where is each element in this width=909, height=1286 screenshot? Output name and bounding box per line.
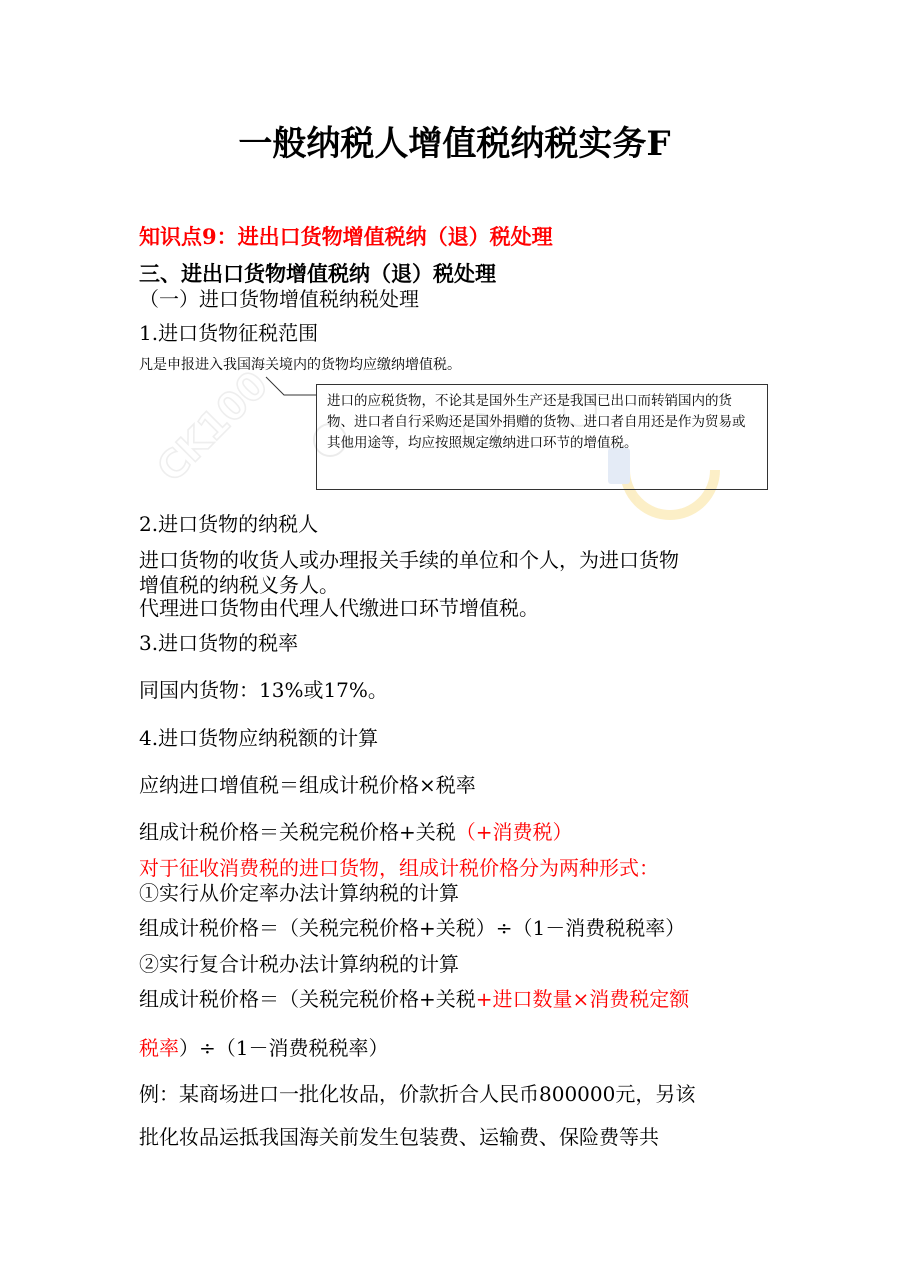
- page-title: 一般纳税人增值税纳税实务F: [238, 124, 671, 164]
- knowledge-point-heading: 知识点9：进出口货物增值税纳（退）税处理: [139, 224, 553, 249]
- example-line1: 例：某商场进口一批化妆品，价款折合人民币800000元，另该: [139, 1082, 696, 1106]
- item2-line3: 代理进口货物由代理人代缴进口环节增值税。: [139, 596, 539, 620]
- case2-line2-black: ）÷（1－消费税税率）: [179, 1036, 389, 1060]
- item1-note-box: 进口的应税货物，不论其是国外生产还是我国已出口而转销国内的货物、进口者自行采购还是国外捐赠的货物、进口者自用还是作为贸易或其他用途等，均应按照规定缴纳进口环节的增值税。: [316, 384, 768, 490]
- case2-formula-red: +进口数量×消费税定额: [475, 987, 690, 1011]
- subsection-heading: （一）进口货物增值税纳税处理: [139, 287, 419, 311]
- case2-formula-line1: [139, 986, 689, 1012]
- example-line2: 批化妆品运抵我国海关前发生包装费、运输费、保险费等共: [139, 1125, 659, 1149]
- item2-line2: 增值税的纳税义务人。: [139, 573, 339, 597]
- item1-intro-line: 凡是申报进入我国海关境内的货物均应缴纳增值税。: [139, 357, 461, 373]
- item3-rate-line: 同国内货物：13%或17%。: [139, 678, 388, 702]
- case2-formula-line2: [139, 1035, 388, 1061]
- item2-heading: 2.进口货物的纳税人: [139, 512, 319, 536]
- case2-formula-black: 组成计税价格＝（关税完税价格+关税: [139, 987, 476, 1011]
- watermark-text: CK100: [148, 362, 277, 491]
- case1-formula: 组成计税价格＝（关税完税价格+关税）÷（1－消费税税率）: [139, 916, 686, 940]
- case1-heading: ①实行从价定率办法计算纳税的计算: [139, 881, 459, 905]
- composite-price-formula: [139, 819, 573, 845]
- item4-heading: 4.进口货物应纳税额的计算: [139, 726, 379, 750]
- consumption-tax-note: 对于征收消费税的进口货物，组成计税价格分为两种形式：: [139, 856, 659, 880]
- item3-heading: 3.进口货物的税率: [139, 631, 299, 655]
- item2-line1: 进口货物的收货人或办理报关手续的单位和个人，为进口货物: [139, 548, 679, 572]
- case2-heading: ②实行复合计税办法计算纳税的计算: [139, 952, 459, 976]
- composite-price-formula-consumption: （+消费税）: [455, 820, 573, 844]
- case2-line2-red: 税率: [139, 1036, 179, 1060]
- item1-heading: 1.进口货物征税范围: [139, 321, 319, 345]
- vat-formula: 应纳进口增值税＝组成计税价格×税率: [139, 773, 476, 797]
- section-heading: 三、进出口货物增值税纳（退）税处理: [139, 261, 496, 286]
- composite-price-formula-main: 组成计税价格＝关税完税价格+关税: [139, 820, 456, 844]
